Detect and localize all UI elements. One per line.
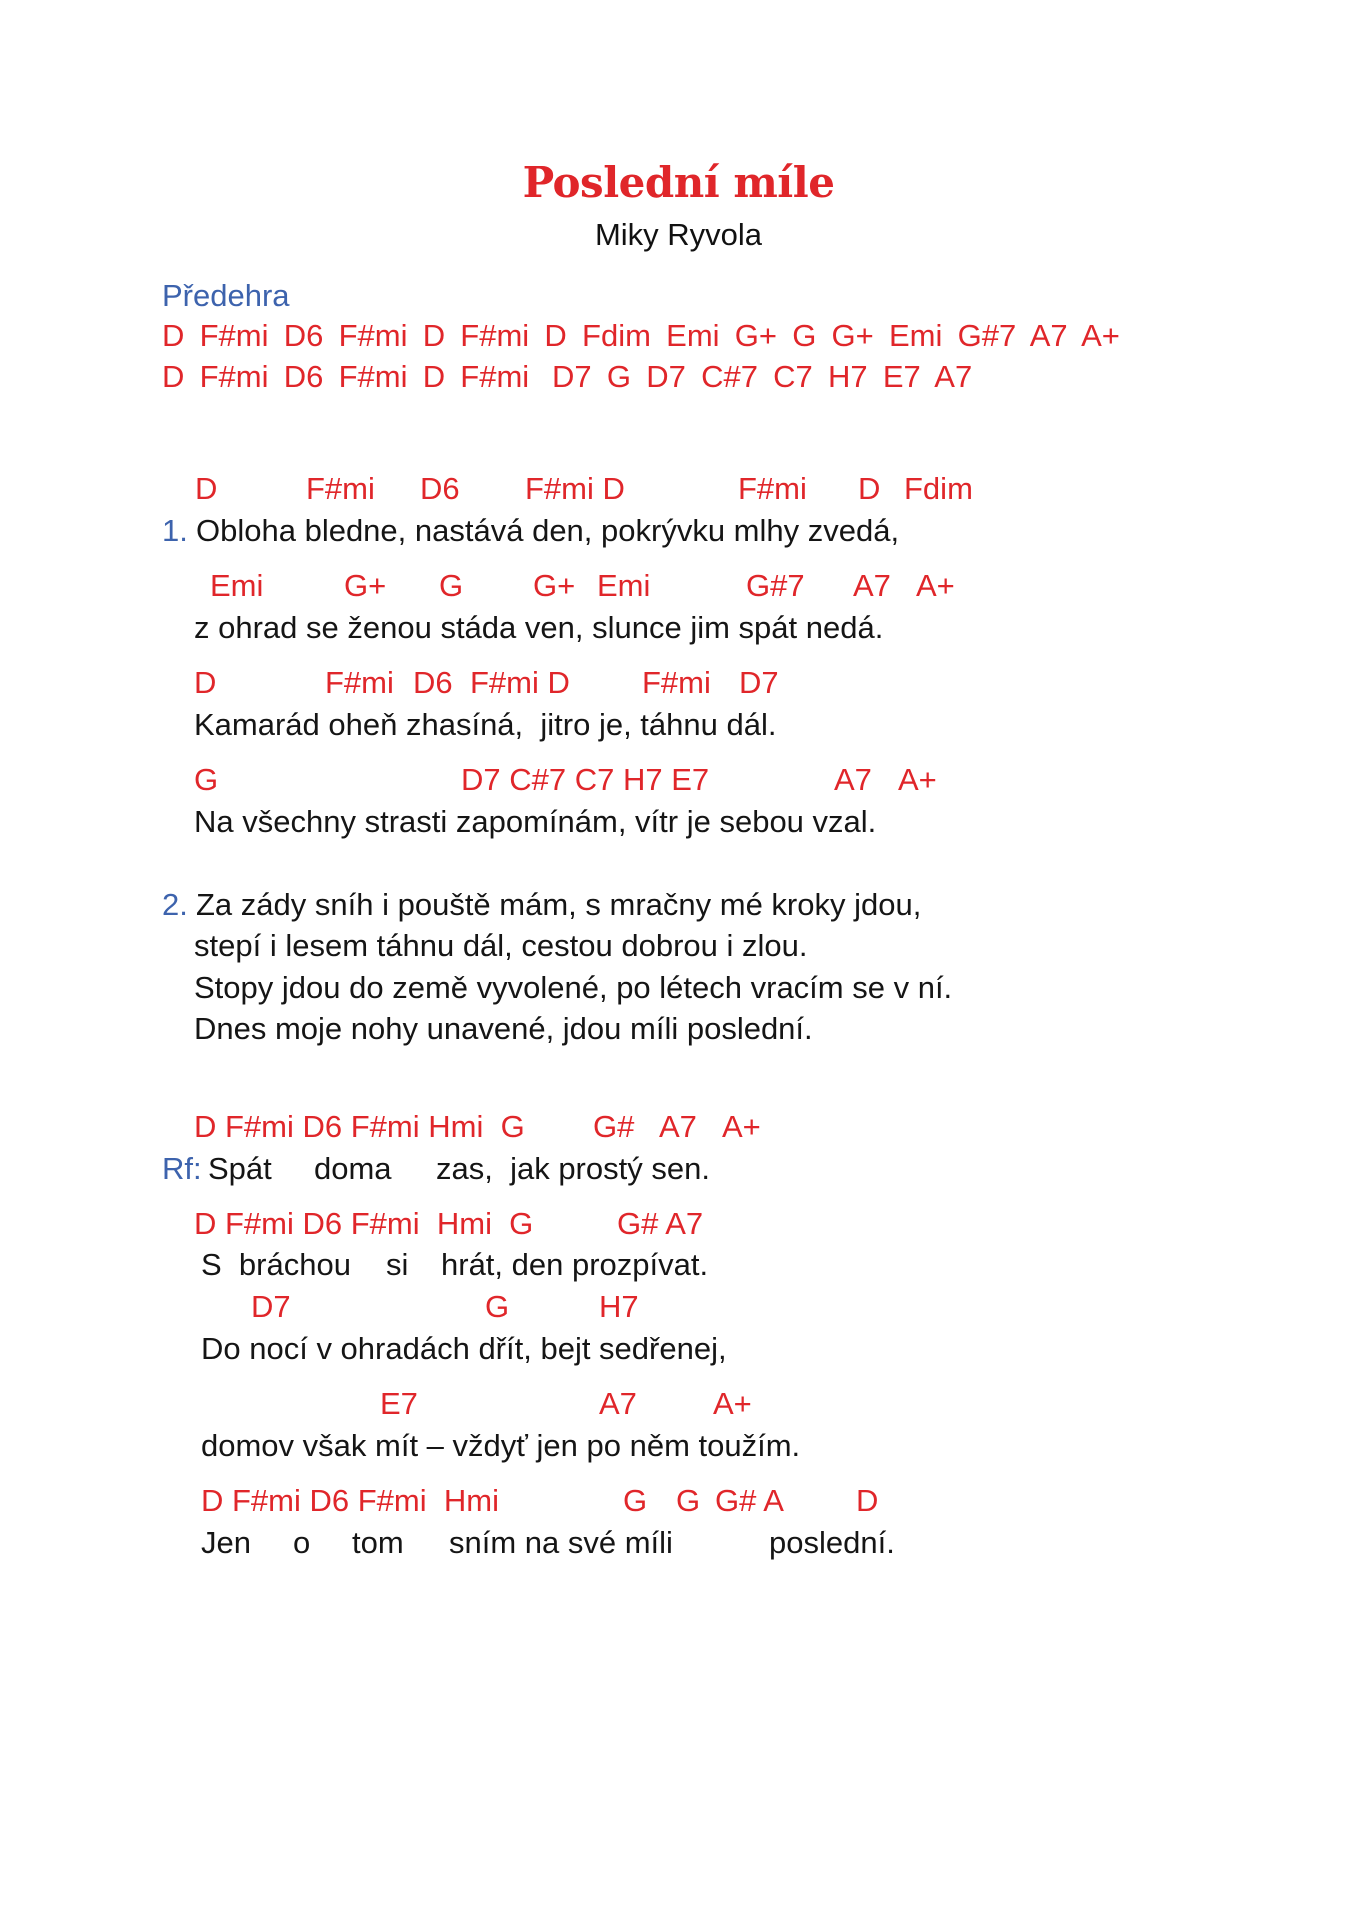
intro-chords-line-1: D F#mi D6 F#mi D F#mi D Fdim Emi G+ G G+ Emi G#7 A7 A+	[162, 318, 1120, 353]
chord: D F#mi D6 F#mi Hmi G	[194, 1206, 534, 1241]
chord: F#mi	[306, 471, 375, 506]
lyric-word: hrát, den prozpívat.	[441, 1247, 709, 1282]
chord: E7	[380, 1386, 418, 1421]
lyric-word: poslední.	[769, 1525, 895, 1560]
chord: A+	[722, 1109, 761, 1144]
lyric-line: Obloha bledne, nastává den, pokrývku mlhy zvedá,	[196, 513, 900, 548]
chord: A7	[599, 1386, 637, 1421]
chord: D	[858, 471, 881, 506]
lyric-line: Na všechny strasti zapomínám, vítr je sebou vzal.	[194, 804, 877, 839]
chord: G+	[533, 568, 576, 603]
chord: G	[439, 568, 464, 603]
chord: D6	[420, 471, 460, 506]
lyric-word: o	[293, 1525, 311, 1560]
chord: A+	[898, 762, 937, 797]
chord: F#mi D	[470, 665, 570, 700]
lyric-line: Za zády sníh i pouště mám, s mračny mé kroky jdou,	[196, 887, 922, 922]
chord: D	[195, 471, 218, 506]
chord: G	[676, 1483, 701, 1518]
chord: F#mi D	[525, 471, 625, 506]
chord: G#7	[746, 568, 805, 603]
chord: G#	[593, 1109, 635, 1144]
chord: D	[194, 665, 217, 700]
chord: G	[623, 1483, 648, 1518]
chord: D7	[739, 665, 779, 700]
lyric-word: si	[386, 1247, 409, 1282]
lyric-line: Kamarád oheň zhasíná, jitro je, táhnu dál.	[194, 707, 777, 742]
lyric-line: Do nocí v ohradách dřít, bejt sedřenej,	[201, 1331, 727, 1366]
chord: A+	[916, 568, 955, 603]
chord: F#mi	[738, 471, 807, 506]
chord: D	[856, 1483, 879, 1518]
chord: G+	[344, 568, 387, 603]
intro-label: Předehra	[162, 278, 290, 313]
chord: D6	[413, 665, 453, 700]
chord: F#mi	[642, 665, 711, 700]
lyric-line: Dnes moje nohy unavené, jdou míli poslední.	[194, 1011, 813, 1046]
chord: Emi	[597, 568, 651, 603]
chord: D F#mi D6 F#mi Hmi G	[194, 1109, 525, 1144]
chord: Fdim	[904, 471, 973, 506]
chord: G# A	[715, 1483, 784, 1518]
chord: A7	[853, 568, 891, 603]
lyric-line: z ohrad se ženou stáda ven, slunce jim spát nedá.	[194, 610, 884, 645]
chord: A7	[659, 1109, 697, 1144]
lyric-word: S bráchou	[201, 1247, 351, 1282]
refrain-label: Rf:	[162, 1151, 202, 1186]
lyric-line: Stopy jdou do země vyvolené, po létech vracím se v ní.	[194, 970, 953, 1005]
lyric-word: Jen	[201, 1525, 251, 1560]
verse-1-label: 1.	[162, 513, 188, 548]
chord: A+	[713, 1386, 752, 1421]
lyric-word: Spát	[208, 1151, 272, 1186]
chord: D7	[251, 1289, 291, 1324]
chord: G	[485, 1289, 510, 1324]
lyric-word: doma	[314, 1151, 392, 1186]
chord: Emi	[210, 568, 264, 603]
chord: G	[194, 762, 219, 797]
lyric-word: sním na své míli	[449, 1525, 673, 1560]
chord: F#mi	[325, 665, 394, 700]
chord: A7	[834, 762, 872, 797]
lyric-word: zas, jak prostý sen.	[436, 1151, 710, 1186]
chord: D F#mi D6 F#mi Hmi	[201, 1483, 499, 1518]
chord: H7	[599, 1289, 639, 1324]
lyric-line: domov však mít – vždyť jen po něm toužím.	[201, 1428, 801, 1463]
lyric-line: stepí i lesem táhnu dál, cestou dobrou i zlou.	[194, 928, 808, 963]
intro-chords-line-2: D F#mi D6 F#mi D F#mi D7 G D7 C#7 C7 H7 E7 A7	[162, 359, 973, 394]
chord: D7 C#7 C7 H7 E7	[461, 762, 710, 797]
song-author: Miky Ryvola	[594, 217, 763, 252]
lyric-word: tom	[352, 1525, 404, 1560]
verse-2-label: 2.	[162, 887, 188, 922]
song-title: Poslední míle	[522, 158, 835, 207]
chord: G# A7	[617, 1206, 704, 1241]
